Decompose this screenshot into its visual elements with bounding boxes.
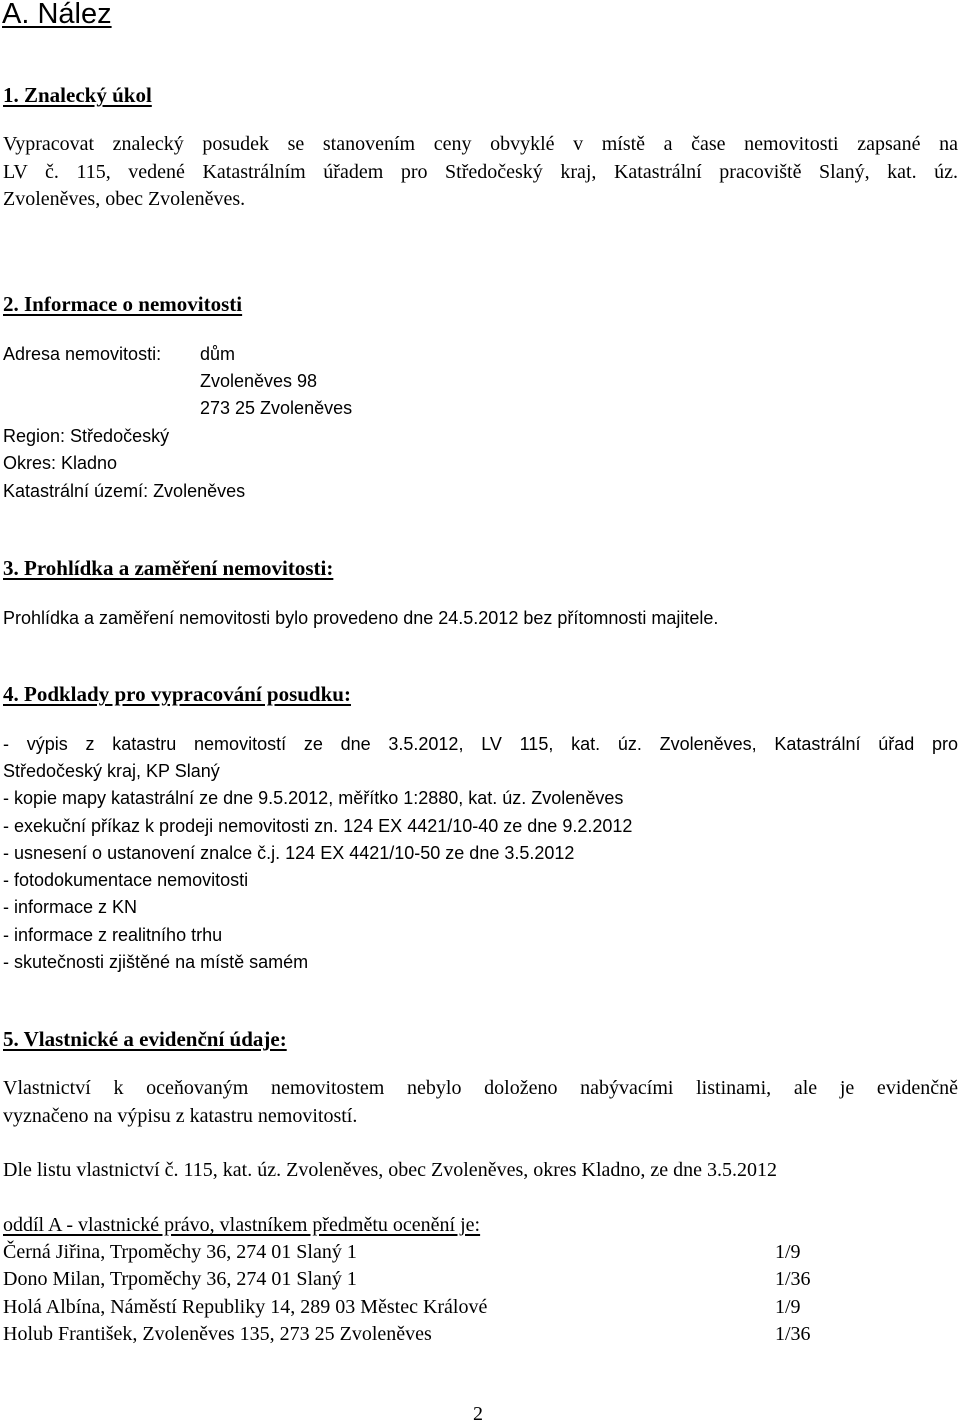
source-item-8: - skutečnosti zjištěné na místě samém (3, 952, 309, 972)
section-3-title: 3. Prohlídka a zaměření nemovitosti: (3, 556, 334, 580)
owner-name: Dono Milan, Trpoměchy 36, 274 01 Slaný 1 (3, 1268, 357, 1290)
ownership-note-line-2: vyznačeno na výpisu z katastru nemovitostí. (3, 1105, 358, 1127)
cadastral-area-line: Katastrální území: Zvoleněves (3, 481, 246, 501)
section-1-title: 1. Znalecký úkol (3, 83, 152, 107)
source-item-5: - fotodokumentace nemovitosti (3, 870, 249, 890)
section-4-title: 4. Podklady pro vypracování posudku: (3, 682, 351, 706)
source-item-1-line-1: - výpis z katastru nemovitostí ze dne 3.5.2012, LV 115, kat. úz. Zvoleněves, Katastrální úřad pro (3, 734, 958, 754)
owner-name: Holub František, Zvoleněves 135, 273 25 Zvoleněves (3, 1323, 432, 1345)
section-1-line-3: Zvoleněves, obec Zvoleněves. (3, 188, 246, 210)
source-item-1-line-2: Středočeský kraj, KP Slaný (3, 761, 220, 781)
owner-share: 1/36 (775, 1268, 811, 1290)
source-item-7: - informace z realitního trhu (3, 925, 223, 945)
ownership-note-line-1: Vlastnictví k oceňovaným nemovitostem nebylo doloženo nabývacími listinami, ale je evidenčně (3, 1077, 958, 1099)
source-item-3: - exekuční příkaz k prodeji nemovitosti zn. 124 EX 4421/10-40 ze dne 9.2.2012 (3, 816, 633, 836)
section-1-line-2: LV č. 115, vedené Katastrálním úřadem pro Středočeský kraj, Katastrální pracoviště Slaný, kat. úz. (3, 161, 958, 183)
address-line-1: dům (200, 344, 236, 364)
section-a-heading: oddíl A - vlastnické právo, vlastníkem předmětu ocenění je: (3, 1214, 481, 1236)
source-item-2: - kopie mapy katastrální ze dne 9.5.2012, měřítko 1:2880, kat. úz. Zvoleněves (3, 788, 624, 808)
lv-reference: Dle listu vlastnictví č. 115, kat. úz. Zvoleněves, obec Zvoleněves, okres Kladno, ze dne 3.5.2012 (3, 1159, 778, 1181)
source-item-4: - usnesení o ustanovení znalce č.j. 124 EX 4421/10-50 ze dne 3.5.2012 (3, 843, 575, 863)
page-heading: A. Nález (2, 0, 112, 30)
address-label: Adresa nemovitosti: (3, 344, 162, 364)
section-5-title: 5. Vlastnické a evidenční údaje: (3, 1027, 287, 1051)
owner-name: Černá Jiřina, Trpoměchy 36, 274 01 Slaný 1 (3, 1241, 357, 1263)
address-line-2: Zvoleněves 98 (200, 371, 318, 391)
address-line-3: 273 25 Zvoleněves (200, 398, 353, 418)
section-2-title: 2. Informace o nemovitosti (3, 292, 243, 316)
region-line: Region: Středočeský (3, 426, 170, 446)
section-3-text: Prohlídka a zaměření nemovitosti bylo provedeno dne 24.5.2012 bez přítomnosti majitele. (3, 608, 719, 628)
owner-share: 1/36 (775, 1323, 811, 1345)
section-1-line-1: Vypracovat znalecký posudek se stanovením ceny obvyklé v místě a čase nemovitosti zapsané na (3, 133, 958, 155)
page-number: 2 (473, 1403, 483, 1425)
source-item-6: - informace z KN (3, 897, 138, 917)
owner-name: Holá Albína, Náměstí Republiky 14, 289 03 Městec Králové (3, 1296, 488, 1318)
owner-share: 1/9 (775, 1296, 801, 1318)
okres-line: Okres: Kladno (3, 453, 118, 473)
owner-share: 1/9 (775, 1241, 801, 1263)
